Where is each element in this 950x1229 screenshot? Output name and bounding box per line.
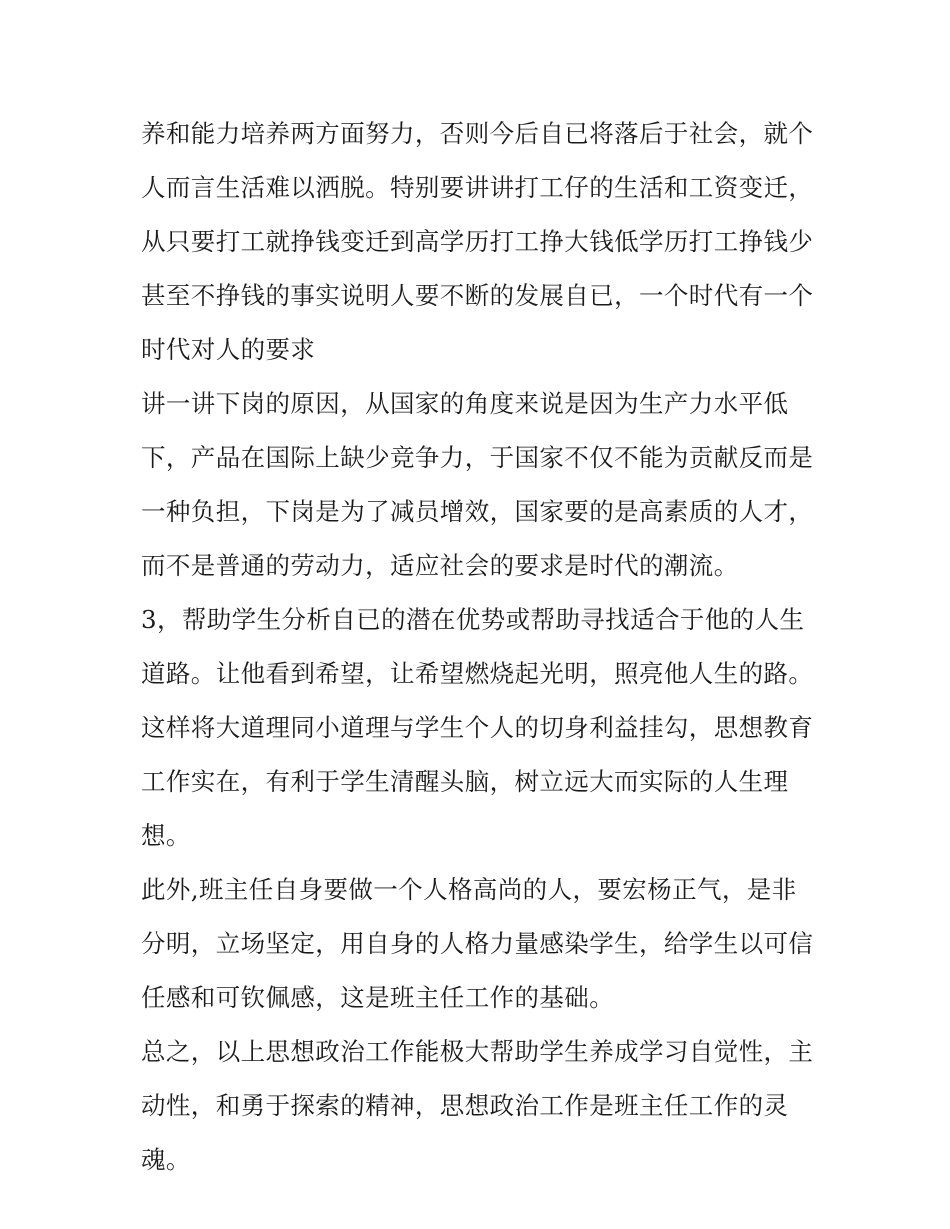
text-line: 总之，以上思想政治工作能极大帮助学生养成学习自觉性，主 [141,1037,814,1066]
text-line: 道路。让他看到希望，让希望燃烧起光明，照亮他人生的路。 [141,659,814,688]
paragraph-1 [141,107,821,377]
text-line: 动性，和勇于探索的精神，思想政治工作是班主任工作的灵 [141,1091,789,1120]
document-body [141,107,821,1187]
text-line: 工作实在，有利于学生清醒头脑，树立远大而实际的人生理 [141,767,789,796]
text-line: 任感和可钦佩感，这是班主任工作的基础。 [141,983,615,1012]
text-line: 养和能力培养两方面努力，否则今后自已将落后于社会，就个 [141,119,814,148]
text-line: 3，帮助学生分析自已的潜在优势或帮助寻找适合于他的人生 [141,605,805,634]
text-line: 这样将大道理同小道理与学生个人的切身利益挂勾，思想教育 [141,713,814,742]
paragraph-3 [141,593,821,863]
paragraph-5 [141,1025,821,1187]
paragraph-2 [141,377,821,593]
text-line: 人而言生活难以洒脱。特别要讲讲打工仔的生活和工资变迁， [141,173,814,202]
text-line: 而不是普通的劳动力，适应社会的要求是时代的潮流。 [141,551,739,580]
text-line: 从只要打工就挣钱变迁到高学历打工挣大钱低学历打工挣钱少 [141,227,814,256]
text-line: 分明，立场坚定，用自身的人格力量感染学生，给学生以可信 [141,929,814,958]
paragraph-4 [141,863,821,1025]
text-line: 下，产品在国际上缺少竞争力，于国家不仅不能为贡献反而是 [141,443,814,472]
text-line: 此外,班主任自身要做一个人格高尚的人，要宏杨正气，是非 [141,875,797,904]
text-line: 魂。 [141,1145,191,1174]
text-line: 一种负担，下岗是为了减员增效，国家要的是高素质的人才， [141,497,814,526]
text-line: 讲一讲下岗的原因，从国家的角度来说是因为生产力水平低 [141,389,789,418]
text-line: 时代对人的要求 [141,335,316,364]
text-line: 甚至不挣钱的事实说明人要不断的发展自已，一个时代有一个 [141,281,814,310]
text-line: 想。 [141,821,191,850]
